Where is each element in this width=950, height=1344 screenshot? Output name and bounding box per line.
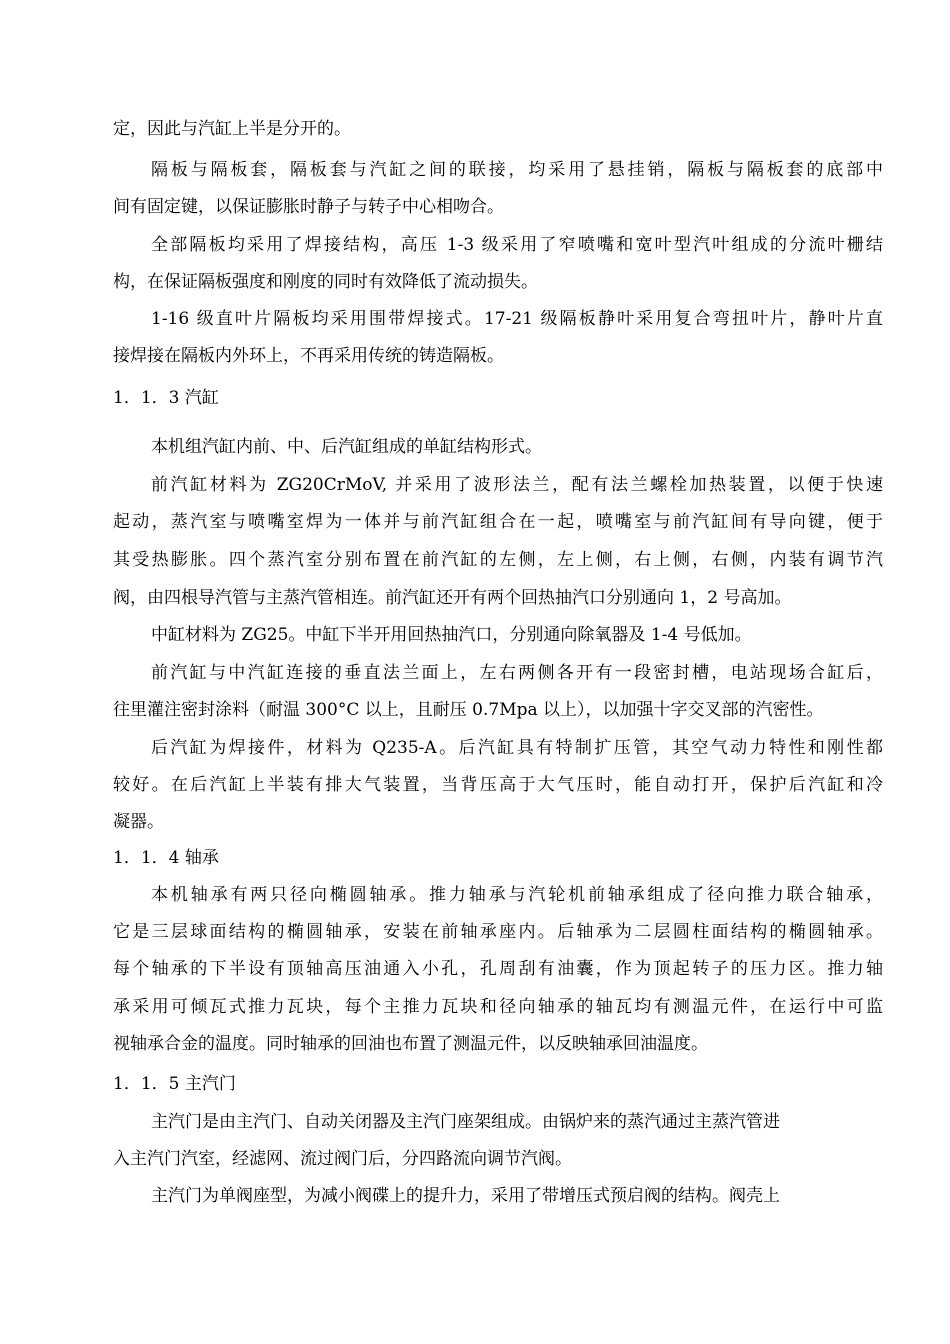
paragraph-line: 承采用可倾瓦式推力瓦块，每个主推力瓦块和径向轴承的轴瓦均有测温元件，在运行中可监 [113,997,883,1017]
paragraph-line: 定，因此与汽缸上半是分开的。 [113,119,351,139]
paragraph-line: 起动，蒸汽室与喷嘴室焊为一体并与前汽缸组合在一起，喷嘴室与前汽缸间有导向键，便于 [113,512,883,532]
paragraph-line: 凝器。 [113,812,164,832]
section-heading: 1．1．5 主汽门 [113,1074,236,1094]
paragraph-line: 中缸材料为 ZG25。中缸下半开用回热抽汽口，分别通向除氧器及 1-4 号低加。 [151,625,752,645]
paragraph-line: 本机组汽缸内前、中、后汽缸组成的单缸结构形式。 [151,437,542,457]
paragraph-line: 阀，由四根导汽管与主蒸汽管相连。前汽缸还开有两个回热抽汽口分别通向 1，2 号高加。 [113,588,792,608]
paragraph-line: 前汽缸材料为 ZG20CrMoV, 并采用了波形法兰，配有法兰螺栓加热装置，以便于快速 [151,475,883,495]
paragraph-line: 间有固定键，以保证膨胀时静子与转子中心相吻合。 [113,197,504,217]
paragraph-line: 每个轴承的下半设有顶轴高压油通入小孔，孔周刮有油囊，作为顶起转子的压力区。推力轴 [113,959,883,979]
section-heading: 1．1．4 轴承 [113,848,219,868]
paragraph-line: 前汽缸与中汽缸连接的垂直法兰面上，左右两侧各开有一段密封槽，电站现场合缸后， [151,663,883,683]
paragraph-line: 接焊接在隔板内外环上，不再采用传统的铸造隔板。 [113,346,504,366]
paragraph-line: 后汽缸为焊接件，材料为 Q235-A。后汽缸具有特制扩压管，其空气动力特性和刚性都 [151,738,883,758]
paragraph-line: 它是三层球面结构的椭圆轴承，安装在前轴承座内。后轴承为二层圆柱面结构的椭圆轴承。 [113,922,883,942]
paragraph-line: 1-16 级直叶片隔板均采用围带焊接式。17-21 级隔板静叶采用复合弯扭叶片，静叶片直 [151,309,883,329]
paragraph-line: 入主汽门汽室，经滤网、流过阀门后，分四路流向调节汽阀。 [113,1149,572,1169]
paragraph-line: 本机轴承有两只径向椭圆轴承。推力轴承与汽轮机前轴承组成了径向推力联合轴承， [151,885,883,905]
paragraph-line: 主汽门为单阀座型，为减小阀碟上的提升力，采用了带增压式预启阀的结构。阀壳上 [151,1186,780,1206]
paragraph-line: 往里灌注密封涂料（耐温 300°C 以上，且耐压 0.7Mpa 以上），以加强十字交叉部的汽密性。 [113,700,824,720]
paragraph-line: 较好。在后汽缸上半装有排大气装置，当背压高于大气压时，能自动打开，保护后汽缸和冷 [113,775,883,795]
paragraph-line: 隔板与隔板套，隔板套与汽缸之间的联接，均采用了悬挂销，隔板与隔板套的底部中 [151,160,883,180]
paragraph-line: 其受热膨胀。四个蒸汽室分别布置在前汽缸的左侧，左上侧，右上侧，右侧，内装有调节汽 [113,550,883,570]
section-heading: 1．1．3 汽缸 [113,388,219,408]
paragraph-line: 主汽门是由主汽门、自动关闭器及主汽门座架组成。由锅炉来的蒸汽通过主蒸汽管进 [151,1112,780,1132]
paragraph-line: 全部隔板均采用了焊接结构，高压 1-3 级采用了窄喷嘴和宽叶型汽叶组成的分流叶栅结 [151,235,883,255]
paragraph-line: 构，在保证隔板强度和刚度的同时有效降低了流动损失。 [113,272,538,292]
paragraph-line: 视轴承合金的温度。同时轴承的回油也布置了测温元件，以反映轴承回油温度。 [113,1034,708,1054]
